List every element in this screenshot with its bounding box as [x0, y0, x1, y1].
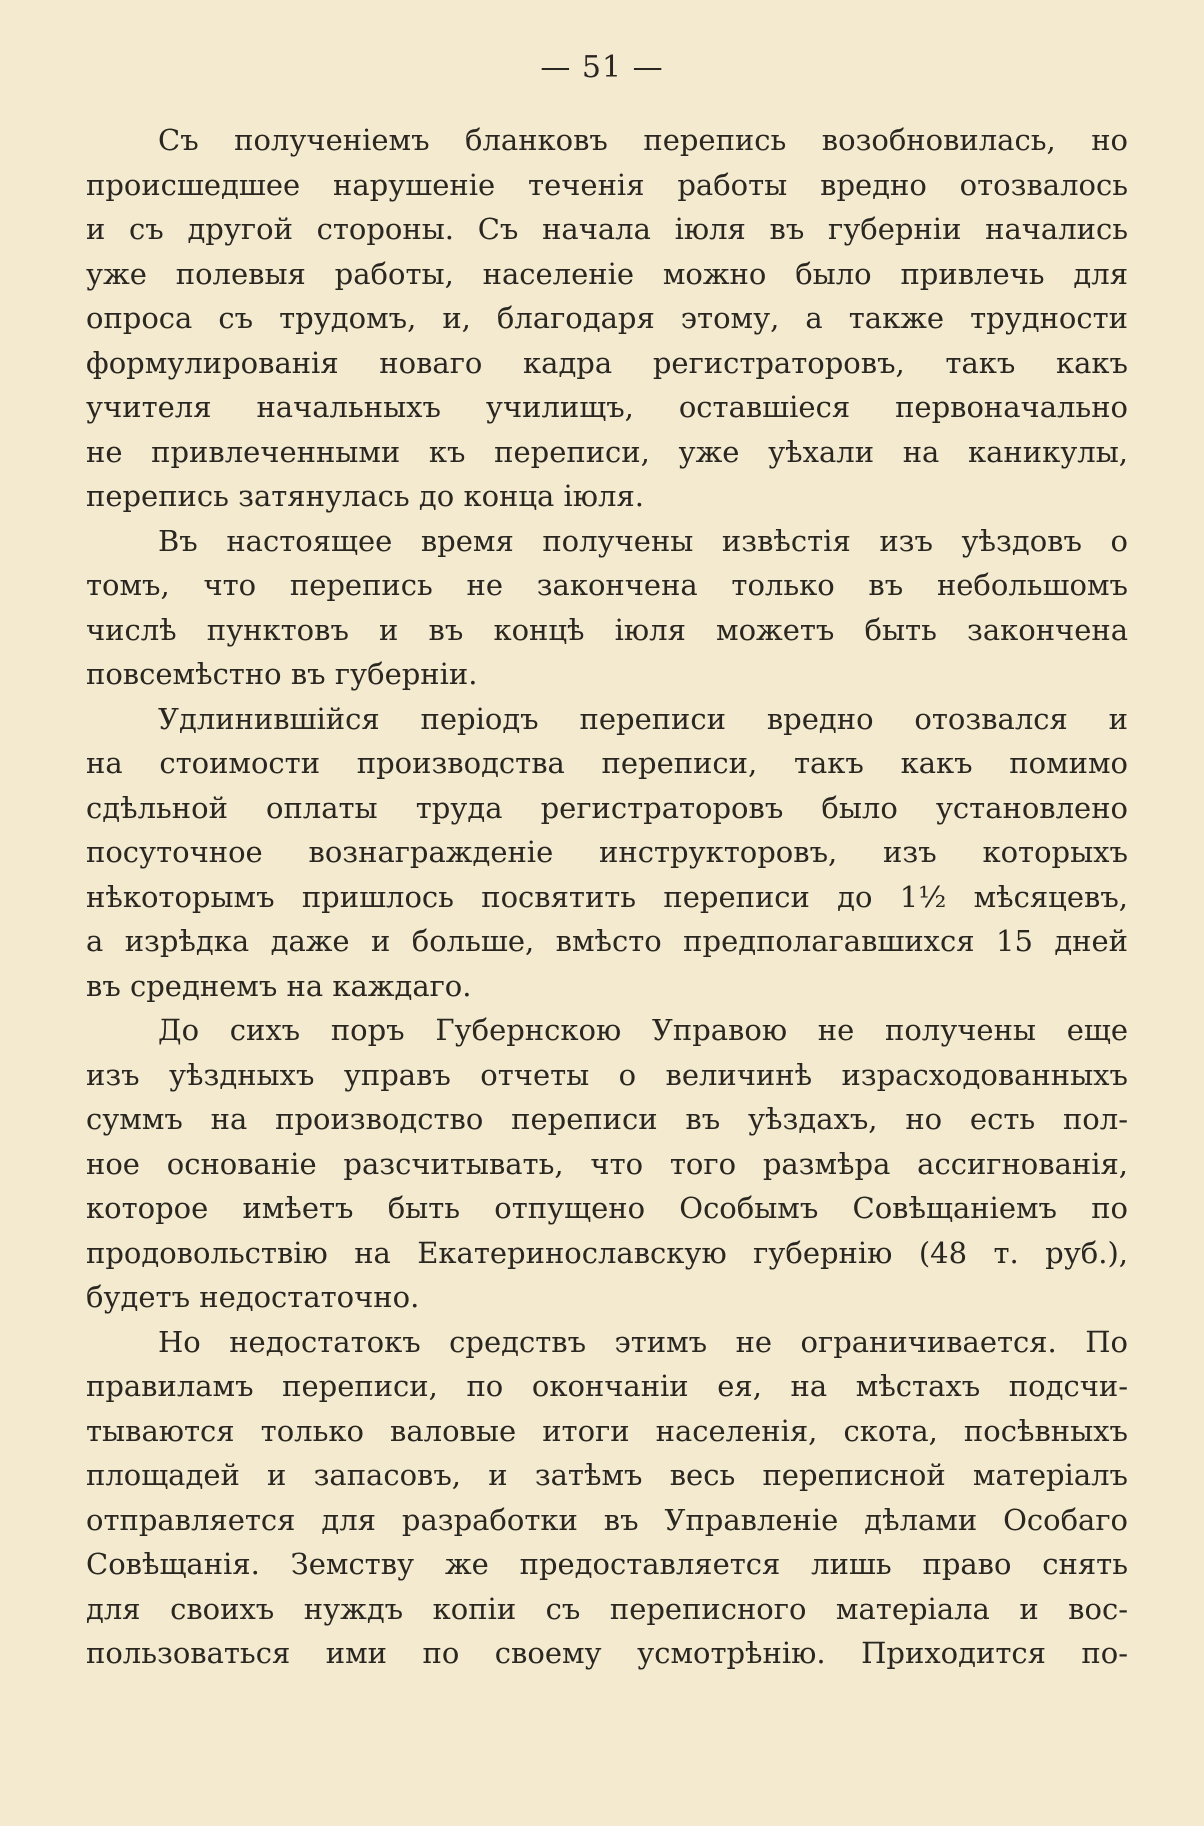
text-line: учителя начальныхъ училищъ, оставшіеся первоначально	[86, 390, 1128, 424]
text-line: опроса съ трудомъ, и, благодаря этому, а также трудности	[86, 301, 1128, 335]
text-line: нѣкоторымъ пришлось посвятить переписи до 1½ мѣсяцевъ,	[86, 879, 1128, 914]
text-line: не привлеченными къ переписи, уже уѣхали на каникулы,	[86, 434, 1128, 469]
text-line: посуточное вознагражденіе инструкторовъ, изъ которыхъ	[86, 835, 1128, 869]
text-line: которое имѣетъ быть отпущено Особымъ Совѣщаніемъ по	[86, 1191, 1128, 1225]
text-line: Съ полученіемъ бланковъ перепись возобновилась, но	[158, 123, 1128, 157]
paragraph-1	[86, 118, 1128, 519]
text-line: ное основаніе разсчитывать, что того размѣра ассигнованія,	[86, 1146, 1128, 1181]
text-line: Совѣщанія. Земству же предоставляется лишь право снять	[86, 1547, 1128, 1581]
text-line: площадей и запасовъ, и затѣмъ весь переписной матеріалъ	[86, 1458, 1128, 1492]
text-line: повсемѣстно въ губерніи.	[86, 657, 478, 691]
paragraph-3	[86, 697, 1128, 1009]
text-line: Но недостатокъ средствъ этимъ не ограничивается. По	[158, 1324, 1128, 1359]
text-line: въ среднемъ на каждаго.	[86, 968, 472, 1003]
text-line: Въ настоящее время получены извѣстія изъ уѣздовъ о	[158, 523, 1128, 558]
text-line: на стоимости производства переписи, такъ какъ помимо	[86, 746, 1128, 780]
text-line: изъ уѣздныхъ управъ отчеты о величинѣ израсходованныхъ	[86, 1057, 1128, 1092]
text-line: правиламъ переписи, по окончаніи ея, на мѣстахъ подсчи-	[86, 1369, 1128, 1403]
body-text	[86, 118, 1128, 1676]
text-line: и съ другой стороны. Съ начала іюля въ губерніи начались	[86, 212, 1128, 246]
text-line: будетъ недостаточно.	[86, 1280, 420, 1314]
text-line: перепись затянулась до конца іюля.	[86, 479, 644, 513]
text-line: числѣ пунктовъ и въ концѣ іюля можетъ быть закончена	[86, 612, 1128, 647]
text-line: сдѣльной оплаты труда регистраторовъ было установлено	[86, 790, 1128, 825]
text-line: До сихъ поръ Губернскою Управою не получены еще	[158, 1013, 1128, 1047]
text-line: отправляется для разработки въ Управленіе дѣлами Особаго	[86, 1502, 1128, 1537]
paragraph-2	[86, 519, 1128, 697]
text-line: томъ, что перепись не закончена только въ небольшомъ	[86, 568, 1128, 602]
text-line: Удлинившійся періодъ переписи вредно отозвался и	[158, 701, 1128, 736]
text-line: суммъ на производство переписи въ уѣздахъ, но есть пол-	[86, 1102, 1128, 1136]
text-line: пользоваться ими по своему усмотрѣнію. Приходится по-	[86, 1636, 1128, 1670]
text-line: продовольствію на Екатеринославскую губернію (48 т. руб.),	[86, 1235, 1128, 1270]
text-line: для своихъ нуждъ копіи съ переписного матеріала и вос-	[86, 1591, 1128, 1626]
text-line: а изрѣдка даже и больше, вмѣсто предполагавшихся 15 дней	[86, 924, 1128, 958]
paragraph-5	[86, 1320, 1128, 1676]
text-line: уже полевыя работы, населеніе можно было привлечь для	[86, 256, 1128, 291]
page-number: — 51 —	[540, 50, 664, 85]
text-line: тываются только валовые итоги населенія, скота, посѣвныхъ	[86, 1413, 1128, 1448]
text-line: формулированія новаго кадра регистраторовъ, такъ какъ	[86, 345, 1128, 380]
text-line: происшедшее нарушеніе теченія работы вредно отозвалось	[86, 167, 1128, 202]
paragraph-4	[86, 1008, 1128, 1320]
